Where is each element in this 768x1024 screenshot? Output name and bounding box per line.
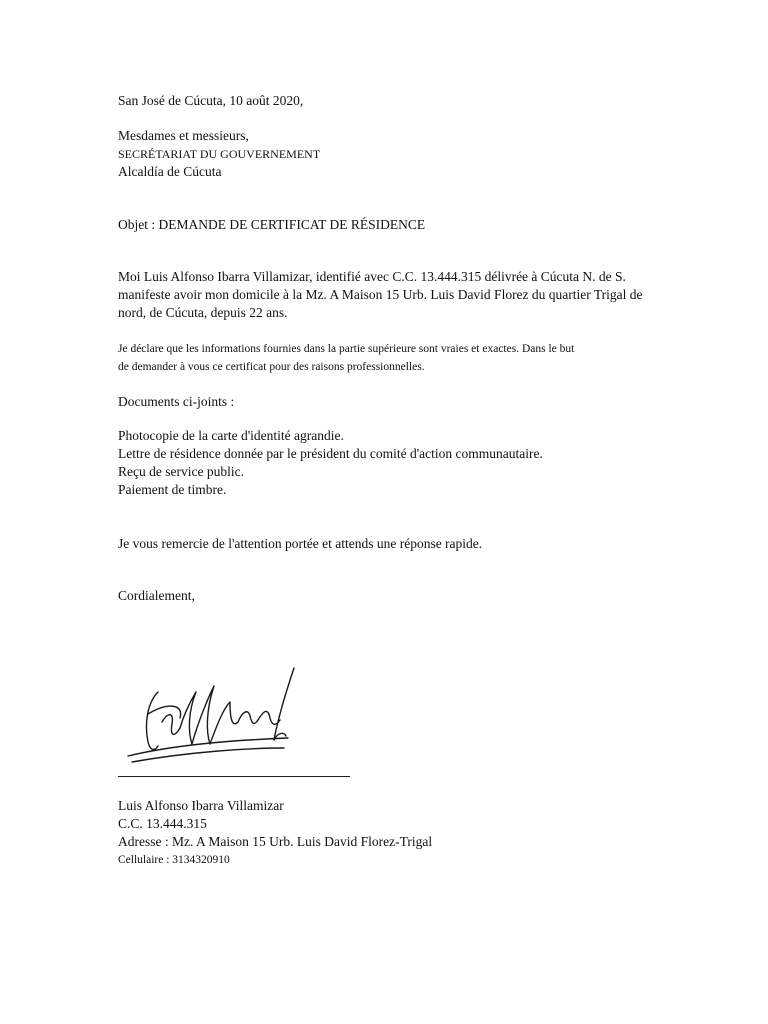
declaration-paragraph: [118, 340, 658, 376]
thanks-line: Je vous remercie de l'attention portée et attends une réponse rapide.: [118, 536, 483, 551]
closing-line: Cordialement,: [118, 588, 195, 603]
list-item: Lettre de résidence donnée par le président du comité d'action communautaire.: [118, 446, 543, 461]
body-line: manifeste avoir mon domicile à la Mz. A Maison 15 Urb. Luis David Florez du quartier Trigal de: [118, 287, 643, 302]
recipient-office: SECRÉTARIAT DU GOUVERNEMENT: [118, 147, 321, 161]
body-line: Moi Luis Alfonso Ibarra Villamizar, identifié avec C.C. 13.444.315 délivrée à Cúcuta N. de S.: [118, 269, 626, 284]
handwritten-signature: [118, 662, 318, 772]
place-date: San José de Cúcuta, 10 août 2020,: [118, 93, 304, 108]
salutation: Mesdames et messieurs,: [118, 128, 249, 143]
list-item: Reçu de service public.: [118, 464, 244, 479]
declaration-line: de demander à vous ce certificat pour des raisons professionnelles.: [118, 361, 425, 373]
attachments-heading: Documents ci-joints :: [118, 394, 235, 409]
declaration-line: Je déclare que les informations fournies dans la partie supérieure sont vraies et exactes. Dans le but: [118, 343, 575, 355]
subject-line: Objet : DEMANDE DE CERTIFICAT DE RÉSIDENCE: [118, 217, 426, 232]
recipient-entity: Alcaldía de Cúcuta: [118, 164, 222, 179]
list-item: Paiement de timbre.: [118, 482, 227, 497]
signer-address: Adresse : Mz. A Maison 15 Urb. Luis David Florez-Trigal: [118, 834, 433, 849]
signer-name: Luis Alfonso Ibarra Villamizar: [118, 798, 284, 813]
signer-phone: Cellulaire : 3134320910: [118, 854, 230, 866]
signature-line: [118, 776, 350, 777]
body-line: nord, de Cúcuta, depuis 22 ans.: [118, 305, 288, 320]
body-paragraph: [118, 268, 658, 322]
list-item: Photocopie de la carte d'identité agrandie.: [118, 428, 344, 443]
signer-id: C.C. 13.444.315: [118, 816, 207, 831]
attachments-list: [118, 427, 543, 499]
